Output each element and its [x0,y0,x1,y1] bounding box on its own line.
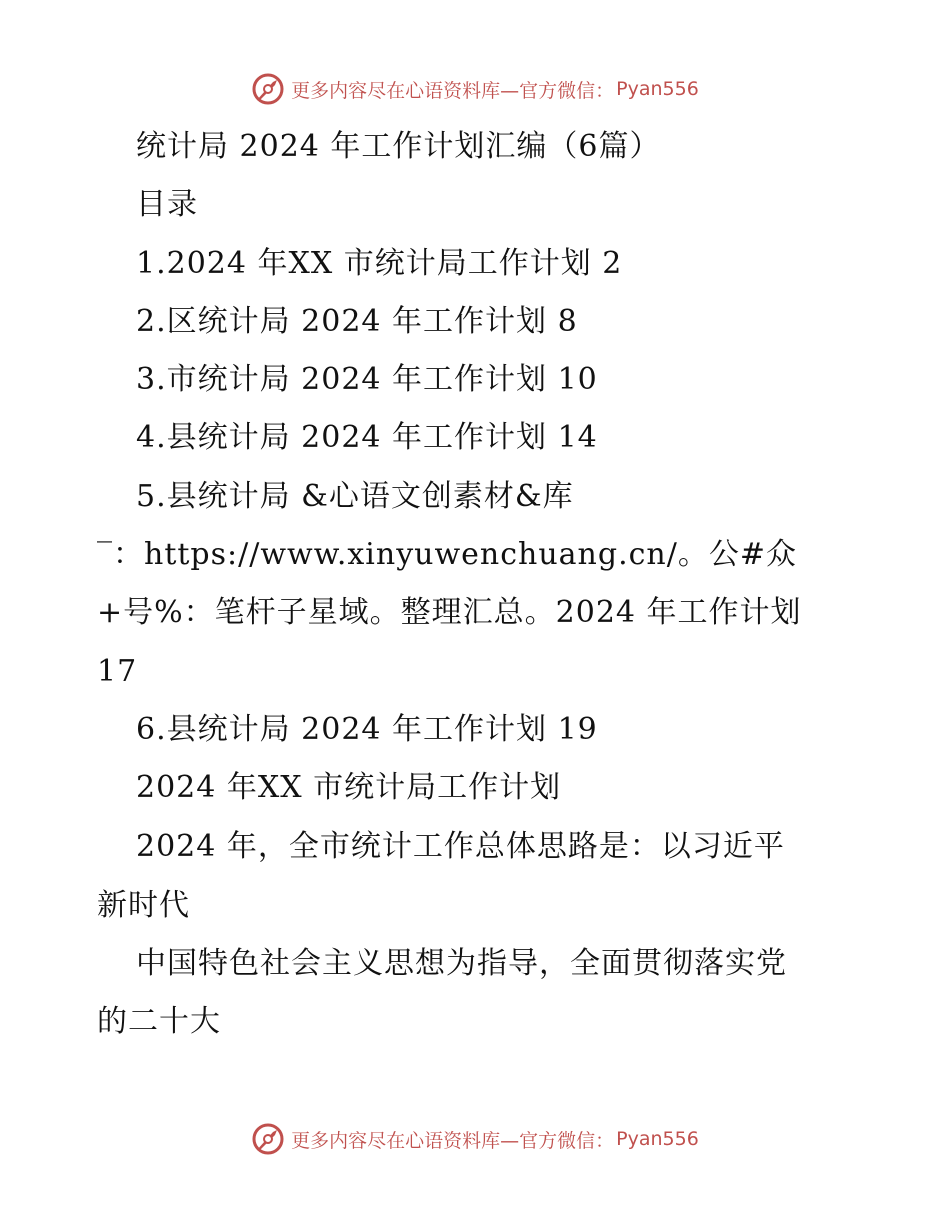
toc-item: 5.县统计局 &心语文创素材&库 [136,479,574,514]
toc-item: 1.2024 年XX 市统计局工作计划 2 [136,246,623,281]
toc-item-continuation: ‾：https://www.xinyuwenchuang.cn/。公#众 [97,537,797,572]
section-heading: 2024 年XX 市统计局工作计划 [136,770,562,805]
toc-item-continuation: +号%：笔杆子星域。整理汇总。2024 年工作计划 [97,595,802,630]
quill-logo-icon [251,72,285,106]
document-title: 统计局 2024 年工作计划汇编（6篇） [136,129,661,164]
toc-item: 3.市统计局 2024 年工作计划 10 [136,362,598,397]
watermark-contact: Pyan556 [616,1128,699,1150]
watermark-footer [0,1122,950,1156]
toc-item: 4.县统计局 2024 年工作计划 14 [136,420,598,455]
watermark-header [0,72,950,106]
watermark-text: 更多内容尽在心语资料库—官方微信： [291,79,615,102]
toc-item: 2.区统计局 2024 年工作计划 8 [136,304,578,339]
quill-logo-icon [251,1122,285,1156]
body-paragraph: 2024 年，全市统计工作总体思路是：以习近平 [136,829,785,864]
toc-item-page: 17 [97,654,138,689]
toc-heading: 目录 [136,187,198,222]
body-paragraph-continuation: 的二十大 [97,1004,221,1039]
body-paragraph: 中国特色社会主义思想为指导，全面贯彻落实党 [136,946,787,981]
watermark-text: 更多内容尽在心语资料库—官方微信： [291,1129,615,1152]
watermark-contact: Pyan556 [616,78,699,100]
body-paragraph-continuation: 新时代 [97,888,190,923]
toc-item: 6.县统计局 2024 年工作计划 19 [136,712,598,747]
